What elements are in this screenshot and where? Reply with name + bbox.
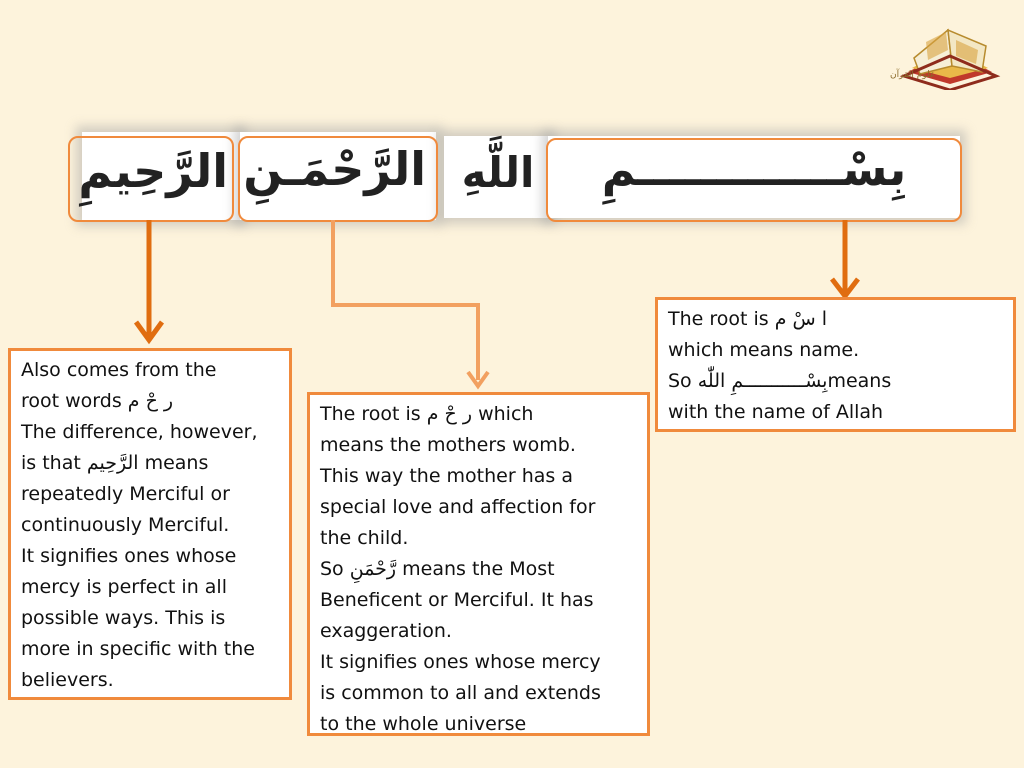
raheem-line-4: is that الرَّحِيم means xyxy=(21,452,209,474)
rahman-line-2: means the mothers womb. xyxy=(320,434,576,456)
raheem-line-6: continuously Merciful. xyxy=(21,514,230,536)
rahman-line-3: This way the mother has a xyxy=(320,465,573,487)
rahman-line-6: So رَّحْمَنِ means the Most xyxy=(320,558,555,580)
bism-word: بِسْـــــــــــــمِ xyxy=(601,142,907,196)
raheem-line-9: possible ways. This is xyxy=(21,607,226,629)
raheem-line-1: Also comes from the xyxy=(21,359,217,381)
allah-word: اللَّهِ xyxy=(461,148,535,197)
raheem-word: الرَّحِيمِ xyxy=(78,144,228,198)
raheem-line-2: root words ر حْ م xyxy=(21,390,174,412)
quran-book-logo xyxy=(890,10,1010,90)
arrow-head-bism xyxy=(832,279,858,296)
rahman-line-11: to the whole universe xyxy=(320,713,527,735)
rahman-line-8: exaggeration. xyxy=(320,620,452,642)
bism-frame xyxy=(546,138,962,222)
arrow-head-raheem xyxy=(136,322,162,340)
rahman-line-10: is common to all and extends xyxy=(320,682,601,704)
rahman-explanation-box xyxy=(307,392,650,736)
raheem-line-10: more in specific with the xyxy=(21,638,255,660)
rahman-line-7: Beneficent or Merciful. It has xyxy=(320,589,594,611)
bism-explanation-box xyxy=(655,297,1016,432)
raheem-line-7: It signifies ones whose xyxy=(21,545,237,567)
arrow-head-rahman xyxy=(468,372,488,386)
bism-line-3: So بِسْـــــــــــمِ اللّٰهmeans xyxy=(668,370,892,392)
raheem-line-8: mercy is perfect in all xyxy=(21,576,227,598)
bism-line-1: The root is ا سْ م xyxy=(668,308,828,330)
rahman-frame xyxy=(238,136,438,222)
rahman-line-4: special love and affection for xyxy=(320,496,596,518)
rahman-line-1: The root is ر حْ م which xyxy=(320,403,534,425)
rahman-line-9: It signifies ones whose mercy xyxy=(320,651,601,673)
bism-line-2: which means name. xyxy=(668,339,860,361)
raheem-line-11: believers. xyxy=(21,669,114,691)
rahman-word: الرَّحْمَـنِ xyxy=(243,142,426,196)
bism-line-4: with the name of Allah xyxy=(668,401,884,423)
raheem-explanation-box xyxy=(8,348,292,700)
rahman-line-5: the child. xyxy=(320,527,409,549)
raheem-line-3: The difference, however, xyxy=(21,421,258,443)
raheem-frame xyxy=(68,136,234,222)
raheem-line-5: repeatedly Merciful or xyxy=(21,483,230,505)
logo-caption: علوم القرآن xyxy=(890,70,936,80)
